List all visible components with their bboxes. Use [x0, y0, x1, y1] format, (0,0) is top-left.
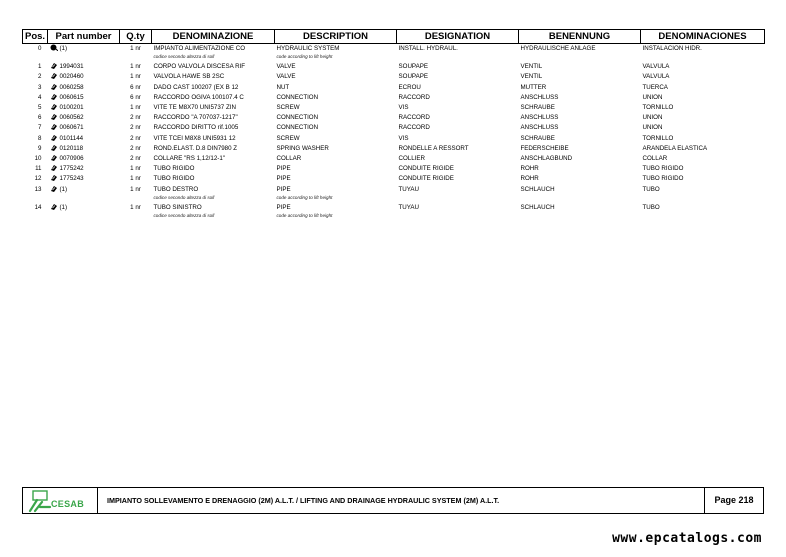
cell-designation: SOUPAPE — [398, 73, 428, 81]
cell-denominaciones: UNION — [642, 114, 663, 122]
cell-qty: 6 nr — [130, 93, 141, 101]
note-empty-cell — [48, 195, 120, 203]
cell-part-number — [48, 44, 120, 55]
cell-denominazione: VITE TE M8X70 UNI5737 ZIN — [153, 104, 236, 112]
part-icon — [50, 113, 58, 120]
cell-description: CONNECTION — [276, 114, 319, 122]
note-empty-cell — [641, 195, 765, 203]
cell-part-number — [48, 185, 120, 195]
table-row — [23, 62, 765, 72]
header-pos: Pos. — [23, 30, 48, 44]
cell-pos: 9 — [38, 144, 42, 152]
cell-denominaciones: TUBO — [642, 203, 660, 211]
cell-designation: COLLIER — [398, 155, 425, 163]
logo-text: CESAB — [51, 499, 85, 509]
cell-part-number — [48, 164, 120, 174]
cell-denominaciones: TUBO RIGIDO — [642, 165, 684, 173]
note-empty-cell — [397, 213, 519, 221]
part-icon — [50, 62, 58, 69]
part-icon — [50, 123, 58, 130]
cell-benennung: ANSCHLAGBUND — [520, 155, 573, 163]
cell-denominazione: RACCORDO OGIVA 100107.4 C — [153, 93, 244, 101]
cell-denominazione: IMPIANTO ALIMENTAZIONE CO — [153, 45, 246, 52]
cell-denominazione: TUBO RIGIDO — [153, 165, 195, 173]
cell-designation: ECROU — [398, 83, 421, 91]
part-icon — [50, 154, 58, 161]
table-row — [23, 154, 765, 164]
cell-denominaciones: INSTALACION HIDR. — [642, 45, 702, 52]
cell-denominaciones: UNION — [642, 93, 663, 101]
part-icon — [50, 83, 58, 90]
cell-benennung: FEDERSCHEIBE — [520, 144, 569, 152]
watermark: www.epcatalogs.com — [612, 531, 762, 546]
table-row — [23, 123, 765, 133]
table-row — [23, 83, 765, 93]
cell-designation: RONDELLE A RESSORT — [398, 144, 469, 152]
cell-description: HYDRAULIC SYSTEM — [276, 45, 340, 52]
cell-benennung: SCHRAUBE — [520, 134, 555, 142]
header-denominazione: DENOMINAZIONE — [152, 30, 275, 44]
note-empty-cell — [519, 54, 641, 62]
assembly-icon — [50, 44, 58, 51]
cell-pos: 14 — [34, 203, 42, 211]
cell-pos: 10 — [34, 155, 42, 163]
cell-denominazione: COLLARE "RS 1,12/12-1" — [153, 155, 225, 163]
cell-designation: TUYAU — [398, 185, 420, 193]
cell-denominaciones: VALVULA — [642, 63, 670, 71]
cell-benennung: SCHLAUCH — [520, 203, 555, 211]
part-number-text: 1994031 — [59, 63, 84, 71]
cell-qty: 1 nr — [130, 203, 141, 211]
note-en: code according to lift height — [276, 194, 333, 200]
part-icon — [50, 144, 58, 151]
table-header-row — [23, 30, 765, 44]
part-number-text: 0060615 — [59, 93, 84, 101]
cell-benennung: SCHRAUBE — [520, 104, 555, 112]
parts-table-body — [23, 44, 765, 222]
cell-benennung: ANSCHLUSS — [520, 114, 559, 122]
cell-designation: VIS — [398, 104, 409, 112]
part-number-text: 0060671 — [59, 124, 84, 132]
note-it: codice secondo altezza di soll — [153, 213, 215, 219]
cell-qty: 1 nr — [130, 104, 141, 112]
part-number-text: 0020460 — [59, 73, 84, 81]
cell-qty: 6 nr — [130, 83, 141, 91]
header-denominaciones: DENOMINACIONES — [641, 30, 765, 44]
page-box — [704, 488, 763, 513]
cell-designation: CONDUITE RIGIDE — [398, 165, 454, 173]
cell-qty: 1 nr — [130, 165, 141, 173]
part-icon — [50, 134, 58, 141]
cell-denominazione: TUBO DESTRO — [153, 185, 199, 193]
cell-pos: 6 — [38, 114, 42, 122]
table-note-row — [23, 213, 765, 221]
cell-benennung: ANSCHLUSS — [520, 93, 559, 101]
cell-denominaciones: ARANDELA ELASTICA — [642, 144, 708, 152]
table-row — [23, 44, 765, 55]
cell-pos: 3 — [38, 83, 42, 91]
cell-part-number — [48, 83, 120, 93]
cell-pos: 12 — [34, 175, 42, 183]
cell-benennung: VENTIL — [520, 73, 543, 81]
note-empty-cell — [48, 213, 120, 221]
part-number-text: 0060562 — [59, 114, 84, 122]
cell-description: PIPE — [276, 203, 291, 211]
cell-description: SCREW — [276, 104, 300, 112]
cell-part-number — [48, 93, 120, 103]
cell-description: COLLAR — [276, 155, 302, 163]
table-row — [23, 185, 765, 195]
note-empty-cell — [48, 54, 120, 62]
cell-benennung: ROHR — [520, 175, 539, 183]
cell-qty: 2 nr — [130, 124, 141, 132]
header-description: DESCRIPTION — [275, 30, 397, 44]
part-number-text: (1) — [59, 45, 68, 52]
table-note-row — [23, 195, 765, 203]
cell-designation: RACCORD — [398, 114, 430, 122]
cell-denominazione: RACCORDO "A 707037-1217" — [153, 114, 238, 122]
note-empty-cell — [120, 195, 152, 203]
part-icon — [50, 203, 58, 210]
cell-pos: 7 — [38, 124, 42, 132]
cell-designation: SOUPAPE — [398, 63, 428, 71]
cell-part-number — [48, 154, 120, 164]
cell-denominazione: RACCORDO DIRITTO rif.1005 — [153, 124, 239, 132]
cell-pos: 8 — [38, 134, 42, 142]
note-en: code according to lift height — [276, 213, 333, 219]
part-icon — [50, 72, 58, 79]
cell-denominaciones: TORNILLO — [642, 134, 674, 142]
cell-qty: 1 nr — [130, 73, 141, 81]
cell-qty: 1 nr — [130, 185, 141, 193]
cell-description: VALVE — [276, 63, 296, 71]
cell-pos: 1 — [38, 63, 42, 71]
note-empty-cell — [519, 213, 641, 221]
cell-part-number — [48, 134, 120, 144]
cell-qty: 2 nr — [130, 155, 141, 163]
part-number-text: 1775242 — [59, 165, 84, 173]
table-row — [23, 93, 765, 103]
cell-part-number — [48, 62, 120, 72]
cell-denominaciones: COLLAR — [642, 155, 668, 163]
cell-designation: CONDUITE RIGIDE — [398, 175, 454, 183]
cell-denominaciones: VALVULA — [642, 73, 670, 81]
part-icon — [50, 185, 58, 192]
table-row — [23, 134, 765, 144]
cell-description: CONNECTION — [276, 93, 319, 101]
cell-part-number — [48, 72, 120, 82]
part-number-text: 1775243 — [59, 175, 84, 183]
cell-denominaciones: TUERCA — [642, 83, 668, 91]
header-designation: DESIGNATION — [397, 30, 519, 44]
table-note-row — [23, 54, 765, 62]
cell-part-number — [48, 174, 120, 184]
cell-benennung: HYDRAULISCHE ANLAGE — [520, 45, 596, 52]
cell-pos: 5 — [38, 104, 42, 112]
note-empty-cell — [397, 54, 519, 62]
cell-pos: 13 — [34, 185, 42, 193]
part-number-text: (1) — [59, 203, 68, 211]
table-row — [23, 113, 765, 123]
cell-denominaciones: UNION — [642, 124, 663, 132]
table-row — [23, 72, 765, 82]
cell-qty: 2 nr — [130, 134, 141, 142]
header-qty: Q.ty — [120, 30, 152, 44]
cell-pos: 0 — [38, 45, 42, 52]
logo-box — [23, 488, 98, 513]
cell-pos: 11 — [35, 165, 42, 173]
table-row — [23, 203, 765, 213]
cell-denominazione: DADO CAST 100207 (EX B 12 — [153, 83, 239, 91]
part-number-text: 0100201 — [59, 104, 84, 112]
header-benennung: BENENNUNG — [519, 30, 641, 44]
part-number-text: 0101144 — [59, 134, 84, 142]
cell-part-number — [48, 203, 120, 213]
table-row — [23, 144, 765, 154]
part-icon — [50, 103, 58, 110]
cell-qty: 1 nr — [130, 45, 141, 52]
note-empty-cell — [519, 195, 641, 203]
cell-pos: 2 — [38, 73, 42, 81]
parts-table-wrapper — [22, 29, 764, 221]
cell-qty: 2 nr — [130, 114, 141, 122]
cell-description: CONNECTION — [276, 124, 319, 132]
cell-denominazione: CORPO VALVOLA DISCESA RIF — [153, 63, 246, 71]
cell-denominaciones: TUBO — [642, 185, 660, 193]
parts-table — [22, 29, 765, 221]
note-empty-cell — [641, 213, 765, 221]
note-empty-cell — [120, 54, 152, 62]
note-en: code according to lift height — [276, 54, 333, 60]
cell-designation: VIS — [398, 134, 409, 142]
cell-description: VALVE — [276, 73, 296, 81]
table-row — [23, 174, 765, 184]
footer-title: IMPIANTO SOLLEVAMENTO E DRENAGGIO (2M) A.L.T. / LIFTING AND DRAINAGE HYDRAULIC SYSTEM (2M) A.L.T. — [107, 496, 500, 505]
cell-benennung: SCHLAUCH — [520, 185, 555, 193]
note-empty-cell — [120, 213, 152, 221]
cell-denominazione: TUBO SINISTRO — [153, 203, 202, 211]
cell-denominaciones: TUBO RIGIDO — [642, 175, 684, 183]
header-part-number: Part number — [48, 30, 120, 44]
cell-denominazione: TUBO RIGIDO — [153, 175, 195, 183]
table-row — [23, 164, 765, 174]
note-empty-cell — [23, 54, 48, 62]
cell-description: PIPE — [276, 165, 291, 173]
part-icon — [50, 174, 58, 181]
cell-denominazione: VITE TCEI M8X8 UNI5931 12 — [153, 134, 236, 142]
cell-benennung: ANSCHLUSS — [520, 124, 559, 132]
note-empty-cell — [23, 195, 48, 203]
cell-description: NUT — [276, 83, 290, 91]
cell-description: PIPE — [276, 175, 291, 183]
footer-box — [22, 487, 764, 514]
cell-qty: 2 nr — [130, 144, 141, 152]
cell-benennung: ROHR — [520, 165, 539, 173]
page-number: Page 218 — [714, 495, 754, 505]
cell-designation: INSTALL. HYDRAUL. — [398, 45, 458, 52]
cell-denominaciones: TORNILLO — [642, 104, 674, 112]
cell-description: SCREW — [276, 134, 300, 142]
cell-part-number — [48, 123, 120, 133]
part-number-text: (1) — [59, 185, 68, 193]
part-icon — [50, 164, 58, 171]
cell-part-number — [48, 103, 120, 113]
cell-designation: RACCORD — [398, 93, 430, 101]
cell-pos: 4 — [38, 93, 42, 101]
cell-designation: TUYAU — [398, 203, 420, 211]
part-number-text: 0060258 — [59, 83, 84, 91]
cell-part-number — [48, 144, 120, 154]
part-number-text: 0070906 — [59, 155, 84, 163]
cell-benennung: MUTTER — [520, 83, 547, 91]
cell-description: SPRING WASHER — [276, 144, 329, 152]
cell-benennung: VENTIL — [520, 63, 543, 71]
cell-denominazione: ROND.ELAST. D.8 DIN7980 Z — [153, 144, 238, 152]
cell-description: PIPE — [276, 185, 291, 193]
note-it: codice secondo altezza di soll — [153, 194, 215, 200]
table-row — [23, 103, 765, 113]
cell-denominazione: VALVOLA HAWE SB 2SC — [153, 73, 225, 81]
cell-part-number — [48, 113, 120, 123]
part-icon — [50, 93, 58, 100]
note-empty-cell — [23, 213, 48, 221]
cell-qty: 1 nr — [130, 63, 141, 71]
cell-designation: RACCORD — [398, 124, 430, 132]
note-empty-cell — [641, 54, 765, 62]
cell-qty: 1 nr — [130, 175, 141, 183]
note-empty-cell — [397, 195, 519, 203]
part-number-text: 0120118 — [59, 144, 84, 152]
note-it: codice secondo altezza di soll — [153, 54, 215, 60]
